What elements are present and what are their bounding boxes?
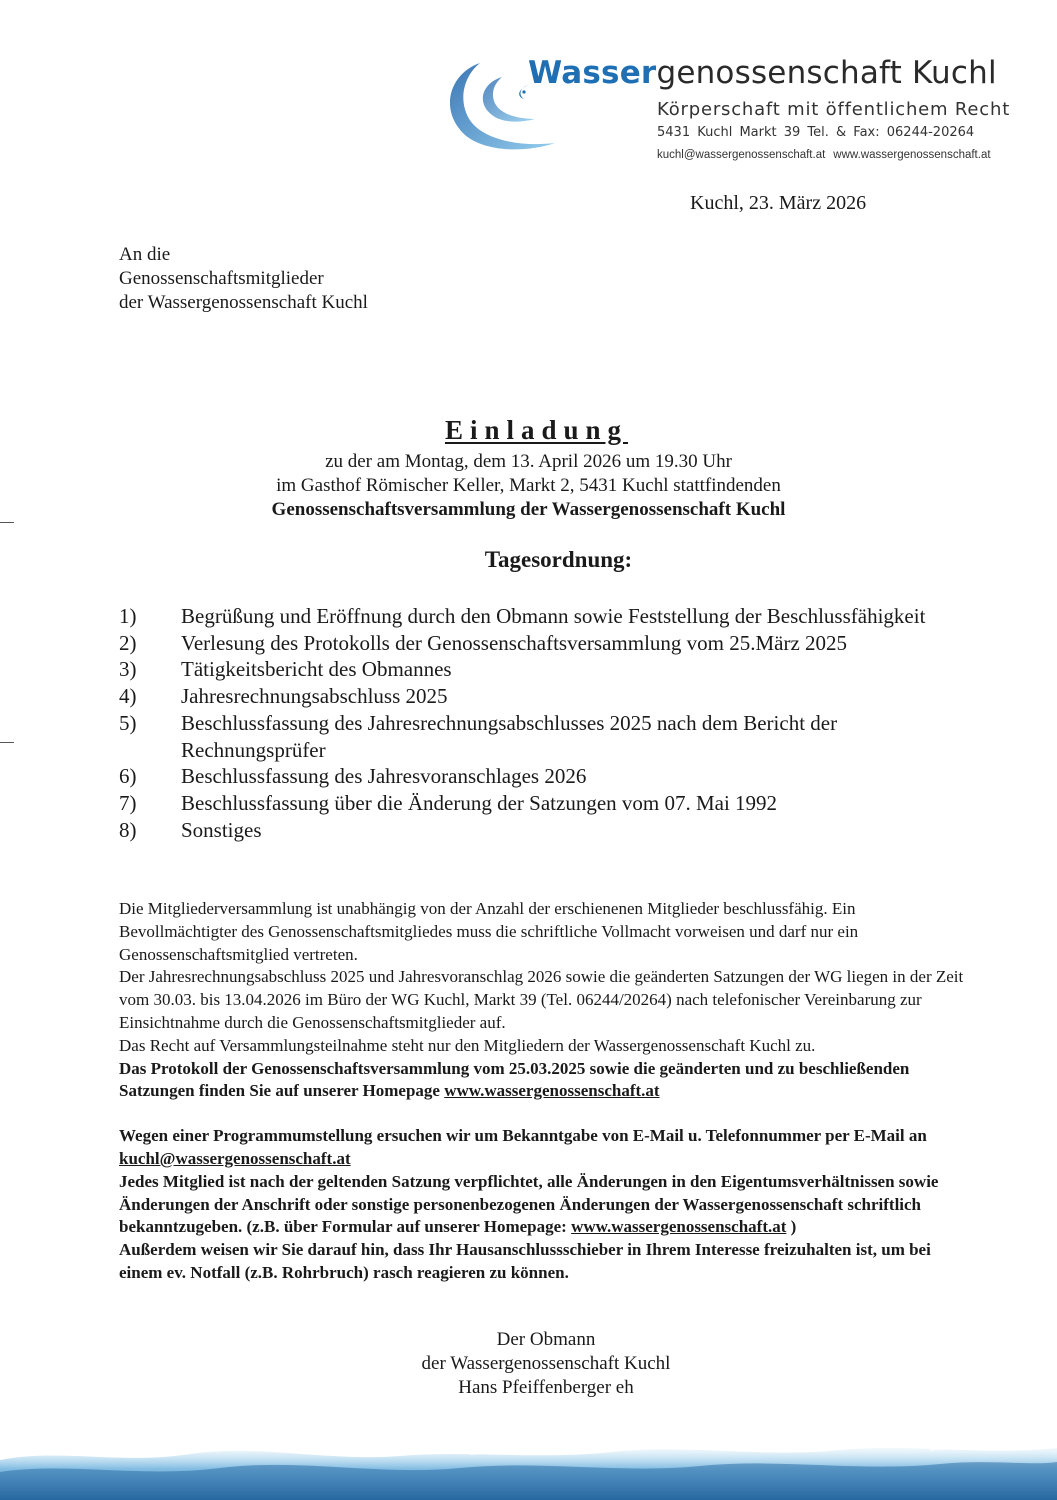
invitation-details xyxy=(0,450,1057,522)
agenda-item xyxy=(119,817,949,844)
agenda-item xyxy=(119,790,949,817)
organization-brand-word: Wasser xyxy=(528,55,657,91)
agenda-item-text: Jahresrechnungsabschluss 2025 xyxy=(181,684,448,709)
body-paragraph-bold: Außerdem weisen wir Sie darauf hin, dass Ihr Hausanschlussschieber in Ihrem Interesse freizuhalten ist, um bei einem ev. Notfall (z.B. Rohrbruch) rasch reagieren zu können. xyxy=(119,1240,931,1282)
agenda-item xyxy=(119,656,949,683)
signature-block xyxy=(0,1328,1057,1400)
recipient-line: An die xyxy=(119,244,171,265)
agenda-item-text: Beschlussfassung des Jahresrechnungsabschlusses 2025 nach dem Bericht der Rechnungsprüfer xyxy=(181,710,838,762)
invitation-line: Genossenschaftsversammlung der Wassergenossenschaft Kuchl xyxy=(271,499,786,520)
organization-name-rest: genossenschaft Kuchl xyxy=(656,55,997,91)
agenda-item xyxy=(119,763,949,790)
invitation-line: zu der am Montag, dem 13. April 2026 um 19.30 Uhr xyxy=(325,451,732,472)
signature-line: Hans Pfeiffenberger eh xyxy=(458,1377,634,1398)
body-text-segment: ) xyxy=(786,1217,797,1237)
agenda-item-text: Sonstiges xyxy=(181,817,262,842)
agenda-item-number: 7) xyxy=(119,790,137,815)
homepage-link[interactable]: www.wassergenossenschaft.at xyxy=(571,1217,787,1237)
body-paragraph-bold xyxy=(119,1171,969,1239)
invitation-title: Einladung xyxy=(444,415,629,445)
agenda-item-text: Tätigkeitsbericht des Obmannes xyxy=(181,657,452,682)
organization-website: www.wassergenossenschaft.at xyxy=(833,149,991,161)
body-text-segment: Das Protokoll der Genossenschaftsversammlung vom 25.03.2025 sowie die geänderten und zu beschließenden Satzungen finden Sie auf unserer Homepage xyxy=(119,1058,910,1101)
organization-subtitle: Körperschaft mit öffentlichem Recht xyxy=(657,99,1011,120)
agenda-item-number: 5) xyxy=(119,710,137,735)
fold-mark xyxy=(0,742,14,743)
signature-line: der Wassergenossenschaft Kuchl xyxy=(421,1353,671,1374)
agenda-item-number: 1) xyxy=(119,604,137,628)
agenda-item-number: 2) xyxy=(119,630,137,655)
agenda-item-number: 6) xyxy=(119,764,137,789)
letter-date: Kuchl, 23. März 2026 xyxy=(690,192,867,214)
body-text-segment: Wegen einer Programmumstellung ersuchen wir um Bekanntgabe von E-Mail u. Telefonnummer per E-Mail an xyxy=(119,1126,927,1146)
recipient-line: der Wassergenossenschaft Kuchl xyxy=(119,292,368,313)
body-paragraph-bold xyxy=(119,1058,969,1104)
agenda-item-number: 4) xyxy=(119,684,137,709)
agenda-item-text: Beschlussfassung über die Änderung der Satzungen vom 07. Mai 1992 xyxy=(181,790,778,815)
organization-contact xyxy=(657,149,991,161)
agenda-item xyxy=(119,603,949,630)
invitation-line: im Gasthof Römischer Keller, Markt 2, 5431 Kuchl stattfindenden xyxy=(276,475,781,496)
fold-mark xyxy=(0,522,14,523)
body-paragraph-bold xyxy=(119,1125,969,1171)
paragraph-gap xyxy=(119,1103,969,1125)
body-paragraph: Der Jahresrechnungsabschluss 2025 und Jahresvoranschlag 2026 sowie die geänderten Satzungen der WG liegen in der Zeit vom 30.03. bis 13.04.2026 im Büro der WG Kuchl, Markt 39 (Tel. 06244/20264) nach telefonischer Vereinbarung zur Einsichtnahme durch die Genossenschaftsmitglieder auf. xyxy=(119,967,964,1032)
body-paragraph: Die Mitgliederversammlung ist unabhängig von der Anzahl der erschienenen Mitglieder beschlussfähig. Ein Bevollmächtigter des Genossenschaftsmitgliedes muss die schriftliche Vollmacht vorweisen und darf nur ein Genossenschaftsmitglied vertreten. xyxy=(119,899,859,964)
body-text xyxy=(119,898,969,1285)
recipient-line: Genossenschaftsmitglieder xyxy=(119,268,324,289)
agenda-title: Tagesordnung: xyxy=(484,547,633,572)
agenda-item-number: 8) xyxy=(119,817,137,842)
agenda-item-number: 3) xyxy=(119,657,137,682)
homepage-link[interactable]: www.wassergenossenschaft.at xyxy=(444,1081,660,1101)
organization-address: 5431 Kuchl Markt 39 Tel. & Fax: 06244-20264 xyxy=(657,125,975,140)
agenda-item xyxy=(119,683,949,710)
water-wave-decoration-icon xyxy=(0,1410,1057,1500)
agenda-item-text: Beschlussfassung des Jahresvoranschlages 2026 xyxy=(181,764,587,789)
organization-name xyxy=(528,55,997,91)
signature-line: Der Obmann xyxy=(496,1329,596,1350)
body-text-segment: Jedes Mitglied ist nach der geltenden Satzung verpflichtet, alle Änderungen in den Eigentumsverhältnissen sowie Änderungen der Anschrift oder sonstige personenbezogenen Änderungen der Wassergenossenschaft schriftlich bekanntzugeben. (z.B. über Formular auf unserer Homepage: xyxy=(119,1171,939,1237)
organization-email: kuchl@wassergenossenschaft.at xyxy=(657,149,826,161)
body-paragraph: Das Recht auf Versammlungsteilnahme steht nur den Mitgliedern der Wassergenossenschaft Kuchl zu. xyxy=(119,1035,816,1055)
agenda-list xyxy=(119,603,949,843)
agenda-item xyxy=(119,630,949,657)
email-link[interactable]: kuchl@wassergenossenschaft.at xyxy=(119,1148,351,1168)
agenda-item xyxy=(119,710,949,763)
recipient-block xyxy=(119,243,368,315)
agenda-item-text: Verlesung des Protokolls der Genossenschaftsversammlung vom 25.März 2025 xyxy=(181,630,848,655)
agenda-item-text: Begrüßung und Eröffnung durch den Obmann sowie Feststellung der Beschlussfähigkeit xyxy=(181,604,926,628)
